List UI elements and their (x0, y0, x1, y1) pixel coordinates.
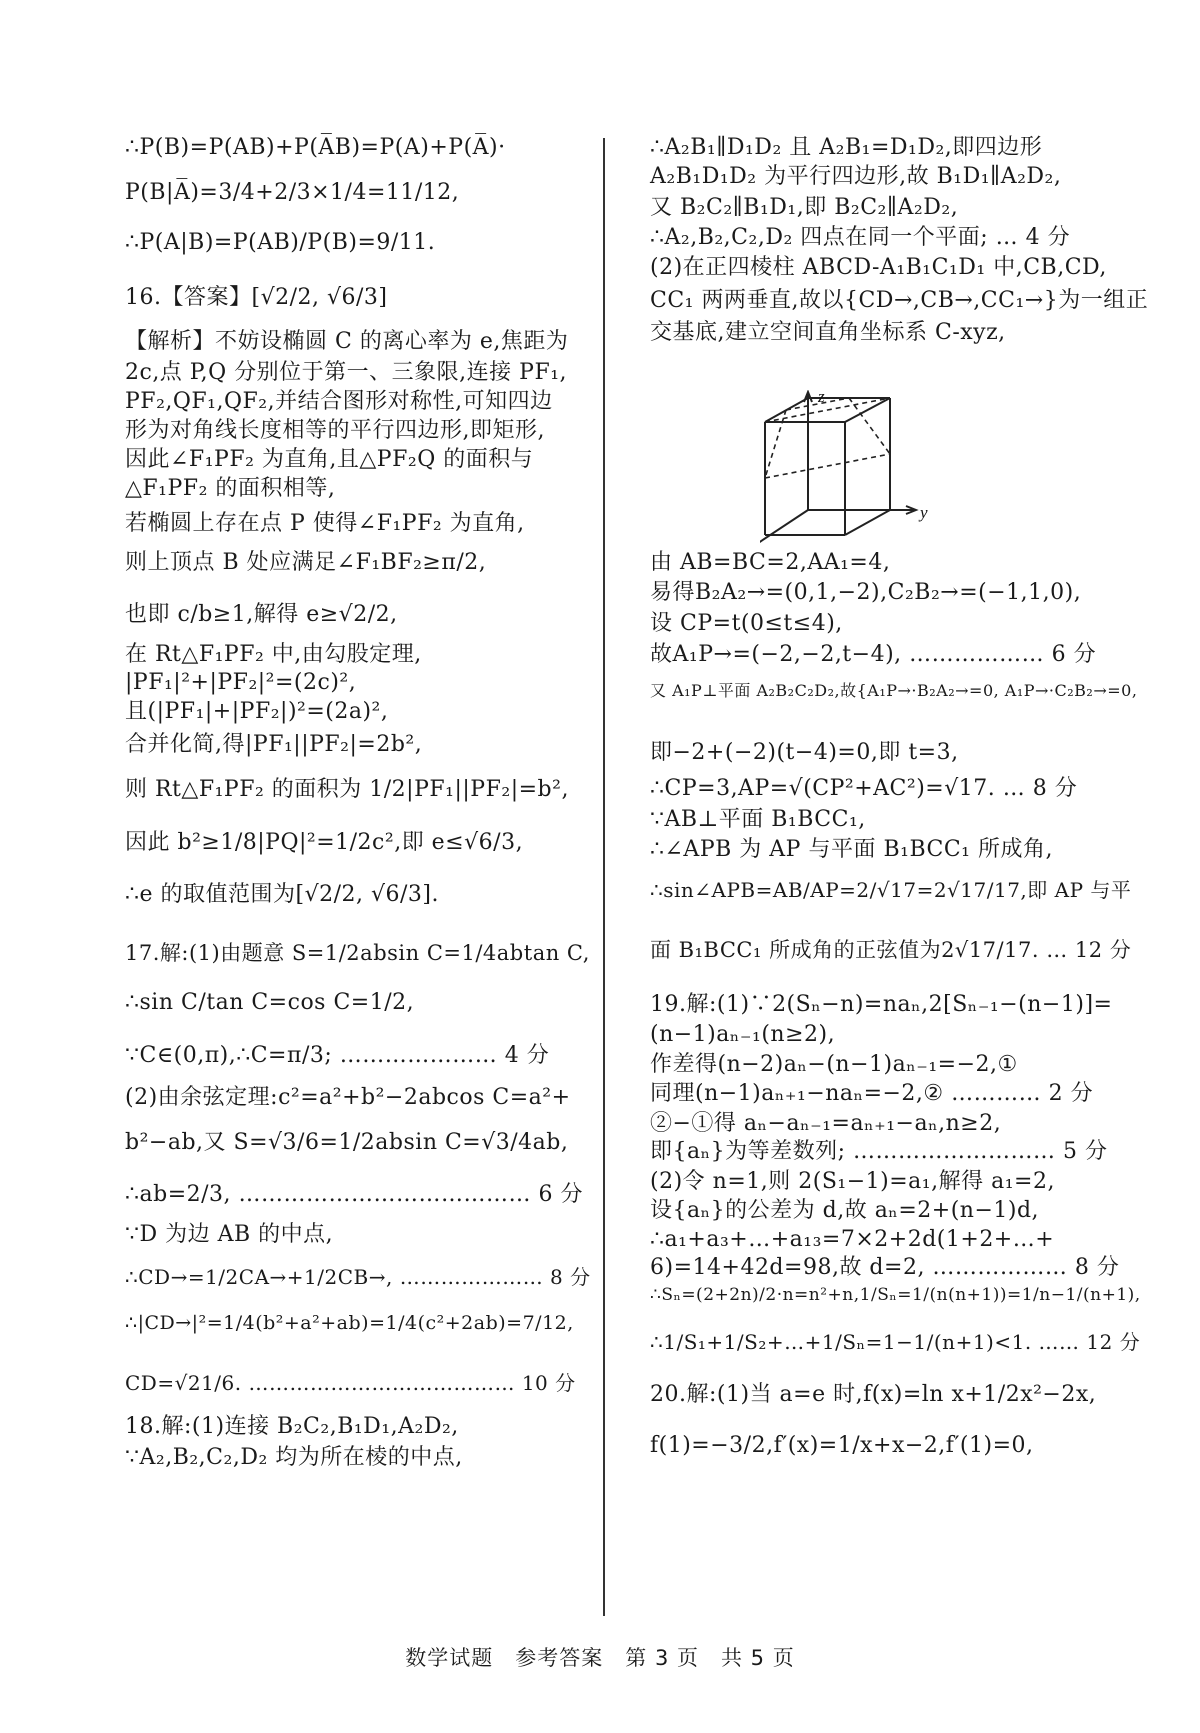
prism-figure (760, 390, 1000, 605)
left-column-line: ∵C∈(0,π),∴C=π/3; ………………… 4 分 (125, 1043, 550, 1068)
right-column-line: 设{aₙ}的公差为 d,故 aₙ=2+(n−1)d, (650, 1198, 1040, 1223)
right-column-line: 面 B₁BCC₁ 所成角的正弦值为2√17/17. … 12 分 (650, 938, 1132, 962)
right-column-line: ∴a₁+a₃+…+a₁₃=7×2+2d(1+2+…+ (650, 1227, 1055, 1252)
left-column-line: 若椭圆上存在点 P 使得∠F₁PF₂ 为直角, (125, 511, 525, 536)
right-column-line: ∴sin∠APB=AB/AP=2/√17=2√17/17,即 AP 与平 (650, 878, 1132, 902)
right-column-line: 又 A₁P⊥平面 A₂B₂C₂D₂,故{A₁P→·B₂A₂→=0, A₁P→·C₂B₂→=0, (650, 681, 1138, 700)
left-column-line: ∴ab=2/3, ………………………………… 6 分 (125, 1182, 584, 1207)
right-column-line: 易得B₂A₂→=(0,1,−2),C₂B₂→=(−1,1,0), (650, 580, 1082, 605)
left-column-line: ∴sin C/tan C=cos C=1/2, (125, 990, 415, 1015)
column-divider (603, 138, 605, 1616)
left-column-line: 且(|PF₁|+|PF₂|)²=(2a)², (125, 699, 389, 724)
right-column-line: (2)在正四棱柱 ABCD-A₁B₁C₁D₁ 中,CB,CD, (650, 255, 1107, 280)
right-column-line: (n−1)aₙ₋₁(n≥2), (650, 1022, 836, 1047)
left-column-line: 形为对角线长度相等的平行四边形,即矩形, (125, 418, 545, 443)
left-column-line: 【解析】不妨设椭圆 C 的离心率为 e,焦距为 (125, 329, 569, 354)
right-column-line: ∵AB⊥平面 B₁BCC₁, (650, 807, 866, 832)
left-column-line: 2c,点 P,Q 分别位于第一、三象限,连接 PF₁, (125, 360, 568, 385)
left-column-line: 则 Rt△F₁PF₂ 的面积为 1/2|PF₁||PF₂|=b², (125, 777, 569, 802)
left-column-line: 也即 c/b≥1,解得 e≥√2/2, (125, 602, 398, 627)
right-column-line: 交基底,建立空间直角坐标系 C-xyz, (650, 320, 1006, 345)
right-column-line: (2)令 n=1,则 2(S₁−1)=a₁,解得 a₁=2, (650, 1169, 1055, 1194)
left-column-line: ∴P(A|B)=P(AB)/P(B)=9/11. (125, 230, 436, 255)
right-column-line: 由 AB=BC=2,AA₁=4, (650, 550, 891, 575)
left-column-line: |PF₁|²+|PF₂|²=(2c)², (125, 670, 357, 695)
right-column-line: ∴1/S₁+1/S₂+…+1/Sₙ=1−1/(n+1)<1. …… 12 分 (650, 1330, 1141, 1354)
x-axis (760, 510, 808, 555)
left-column-line: PF₂,QF₁,QF₂,并结合图形对称性,可知四边 (125, 389, 553, 414)
right-column-line: f(1)=−3/2,f′(x)=1/x+x−2,f′(1)=0, (650, 1433, 1034, 1458)
right-column-line: 即−2+(−2)(t−4)=0,即 t=3, (650, 740, 959, 765)
left-column-line: 合并化简,得|PF₁||PF₂|=2b², (125, 732, 423, 757)
fig-y: y (920, 503, 928, 522)
right-column-line: 同理(n−1)aₙ₊₁−naₙ=−2,② ………… 2 分 (650, 1081, 1094, 1106)
left-column-line: ∵A₂,B₂,C₂,D₂ 均为所在棱的中点, (125, 1445, 463, 1470)
right-column-line: CC₁ 两两垂直,故以{CD→,CB→,CC₁→}为一组正 (650, 288, 1149, 313)
left-column-line: CD=√21/6. ………………………………… 10 分 (125, 1371, 576, 1395)
left-column-line: 17.解:(1)由题意 S=1/2absin C=1/4abtan C, (125, 941, 590, 965)
right-column-line: 20.解:(1)当 a=e 时,f(x)=ln x+1/2x²−2x, (650, 1382, 1097, 1407)
right-column-line: 故A₁P→=(−2,−2,t−4), ……………… 6 分 (650, 642, 1097, 667)
left-column-line: (2)由余弦定理:c²=a²+b²−2abcos C=a²+ (125, 1085, 571, 1110)
right-column-line: ∴A₂B₁∥D₁D₂ 且 A₂B₁=D₁D₂,即四边形 (650, 135, 1043, 160)
left-column-line: ∴|CD→|²=1/4(b²+a²+ab)=1/4(c²+2ab)=7/12, (125, 1312, 574, 1334)
right-column-line: ∴A₂,B₂,C₂,D₂ 四点在同一个平面; … 4 分 (650, 225, 1071, 250)
right-column-line: 6)=14+42d=98,故 d=2, ……………… 8 分 (650, 1255, 1120, 1280)
right-column-line: ∴∠APB 为 AP 与平面 B₁BCC₁ 所成角, (650, 837, 1053, 862)
left-column-line: 18.解:(1)连接 B₂C₂,B₁D₁,A₂D₂, (125, 1414, 459, 1439)
right-column-line: ②−①得 aₙ−aₙ₋₁=aₙ₊₁−aₙ,n≥2, (650, 1111, 1002, 1136)
left-column-line: ∴e 的取值范围为[√2/2, √6/3]. (125, 882, 440, 907)
right-column-line: 即{aₙ}为等差数列; ……………………… 5 分 (650, 1139, 1108, 1164)
right-column-line: ∴CP=3,AP=√(CP²+AC²)=√17. … 8 分 (650, 776, 1078, 801)
left-column-line: b²−ab,又 S=√3/6=1/2absin C=√3/4ab, (125, 1130, 569, 1155)
right-column-line: 作差得(n−2)aₙ−(n−1)aₙ₋₁=−2,① (650, 1052, 1018, 1077)
left-column-line: ∴P(B)=P(AB)+P(A̅B)=P(A)+P(A̅)· (125, 135, 506, 160)
left-column-line: ∴CD→=1/2CA→+1/2CB→, ………………… 8 分 (125, 1265, 591, 1289)
left-column-line: 16.【答案】[√2/2, √6/3] (125, 285, 388, 310)
page-footer: 数学试题 参考答案 第 3 页 共 5 页 (405, 1646, 795, 1670)
left-column-line: ∵D 为边 AB 的中点, (125, 1222, 334, 1247)
left-column-line: 因此∠F₁PF₂ 为直角,且△PF₂Q 的面积与 (125, 447, 534, 472)
left-column-line: △F₁PF₂ 的面积相等, (125, 476, 336, 501)
left-column-line: 则上顶点 B 处应满足∠F₁BF₂≥π/2, (125, 550, 487, 575)
right-column-line: 又 B₂C₂∥B₁D₁,即 B₂C₂∥A₂D₂, (650, 195, 959, 220)
right-column-line: 设 CP=t(0≤t≤4), (650, 611, 843, 636)
right-column-line: 19.解:(1)∵2(Sₙ−n)=naₙ,2[Sₙ₋₁−(n−1)]= (650, 992, 1113, 1017)
fig-z: z (818, 390, 825, 406)
left-column-line: 因此 b²≥1/8|PQ|²=1/2c²,即 e≤√6/3, (125, 830, 524, 855)
left-column-line: P(B|A̅)=3/4+2/3×1/4=11/12, (125, 180, 460, 205)
left-column-line: 在 Rt△F₁PF₂ 中,由勾股定理, (125, 642, 422, 667)
right-column-line: ∴Sₙ=(2+2n)/2·n=n²+n,1/Sₙ=1/(n(n+1))=1/n−1/(n+1), (650, 1285, 1141, 1305)
right-column-line: A₂B₁D₁D₂ 为平行四边形,故 B₁D₁∥A₂D₂, (650, 164, 1062, 189)
